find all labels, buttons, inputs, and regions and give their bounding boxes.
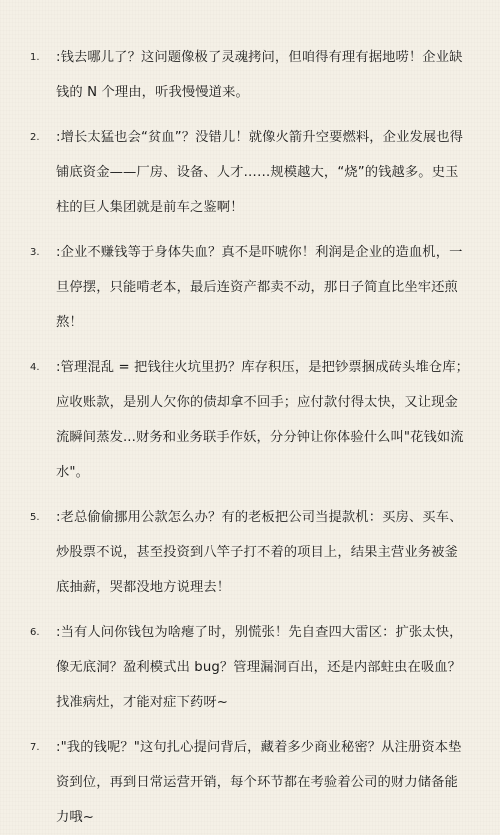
item-text: :管理混乱 = 把钱往火坑里扔？库存积压，是把钞票捆成砖头堆仓库；应收账款，是别人欠你的债却拿不回手；应付款付得太快，又让现金流瞬间蒸发...财务和业务联手作妖，分分钟让你体验什么叫"花钱如流水"。 [56,360,469,480]
item-text: :钱去哪儿了？这问题像极了灵魂拷问，但咱得有理有据地唠！企业缺钱的 N 个理由，听我慢慢道来。 [56,50,463,100]
item-number: 5. [30,512,40,523]
list-item [30,40,470,110]
item-number: 1. [30,52,40,63]
list-item [30,615,470,720]
item-text: :当有人问你钱包为啥瘪了时，别慌张！先自查四大雷区：扩张太快，像无底洞？盈利模式出 bug？管理漏洞百出，还是内部蛀虫在吸血？找准病灶，才能对症下药呀~ [56,625,463,710]
item-text: :增长太猛也会“贫血”？没错儿！就像火箭升空要燃料，企业发展也得铺底资金——厂房、设备、人才……规模越大，“烧”的钱越多。史玉柱的巨人集团就是前车之鉴啊！ [56,130,464,215]
item-number: 7. [30,742,40,753]
item-number: 4. [30,362,40,373]
item-number: 2. [30,132,40,143]
item-text: :老总偷偷挪用公款怎么办？有的老板把公司当提款机：买房、买车、炒股票不说，甚至投资到八竿子打不着的项目上，结果主营业务被釜底抽薪，哭都没地方说理去！ [56,510,463,595]
item-text: :企业不赚钱等于身体失血？真不是吓唬你！利润是企业的造血机，一旦停摆，只能啃老本，最后连资产都卖不动，那日子简直比坐牢还煎熬！ [56,245,463,330]
list-item [30,235,470,340]
list-item [30,120,470,225]
list-item [30,350,470,490]
item-text: :"我的钱呢？"这句扎心提问背后，藏着多少商业秘密？从注册资本垫资到位，再到日常运营开销，每个环节都在考验着公司的财力储备能力哦~ [56,740,462,825]
item-number: 3. [30,247,40,258]
list-item [30,730,470,835]
numbered-list [30,40,470,835]
list-item [30,500,470,605]
item-number: 6. [30,627,40,638]
